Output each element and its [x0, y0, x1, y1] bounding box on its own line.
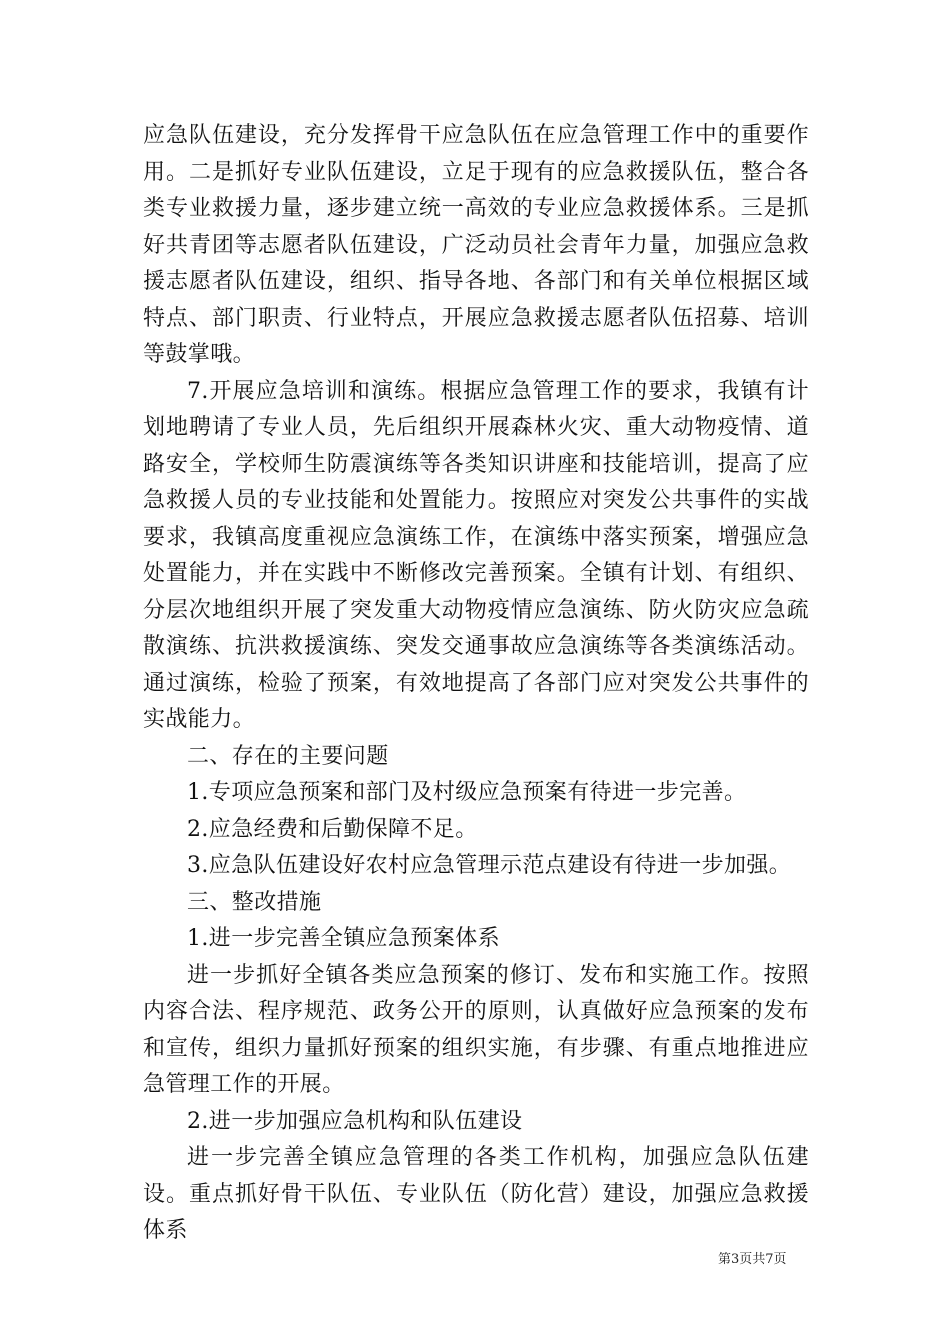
document-body [143, 118, 809, 1250]
paragraph-1: 应急队伍建设，充分发挥骨干应急队伍在应急管理工作中的重要作用。二是抓好专业队伍建设，立足于现有的应急救援队伍，整合各类专业救援力量，逐步建立统一高效的专业应急救援体系。三是抓好共青团等志愿者队伍建设，广泛动员社会青年力量，加强应急救援志愿者队伍建设，组织、指导各地、各部门和有关单位根据区域特点、部门职责、行业特点，开展应急救援志愿者队伍招募、培训等鼓掌哦。 [143, 123, 809, 367]
section-heading-problems: 二、存在的主要问题 [187, 743, 389, 769]
page-number-footer: 第3页共7页 [718, 1252, 787, 1267]
measure-heading-2: 2.进一步加强应急机构和队伍建设 [187, 1108, 523, 1134]
problem-item-2: 2.应急经费和后勤保障不足。 [187, 816, 478, 842]
measure-body-1: 进一步抓好全镇各类应急预案的修订、发布和实施工作。按照内容合法、程序规范、政务公开的原则，认真做好应急预案的发布和宣传，组织力量抓好预案的组织实施，有步骤、有重点地推进应急管理工作的开展。 [143, 962, 809, 1097]
measure-body-2: 进一步完善全镇应急管理的各类工作机构，加强应急队伍建设。重点抓好骨干队伍、专业队伍（防化营）建设，加强应急救援体系 [143, 1145, 809, 1243]
problem-item-3: 3.应急队伍建设好农村应急管理示范点建设有待进一步加强。 [187, 853, 792, 878]
paragraph-2: 7.开展应急培训和演练。根据应急管理工作的要求，我镇有计划地聘请了专业人员，先后组织开展森林火灾、重大动物疫情、道路安全，学校师生防震演练等各类知识讲座和技能培训，提高了应急救援人员的专业技能和处置能力。按照应对突发公共事件的实战要求，我镇高度重视应急演练工作，在演练中落实预案，增强应急处置能力，并在实践中不断修改完善预案。全镇有计划、有组织、分层次地组织开展了突发重大动物疫情应急演练、防火防灾应急疏散演练、抗洪救援演练、突发交通事故应急演练等各类演练活动。通过演练，检验了预案，有效地提高了各部门应对突发公共事件的实战能力。 [143, 378, 809, 732]
section-heading-measures: 三、整改措施 [187, 889, 322, 915]
problem-item-1: 1.专项应急预案和部门及村级应急预案有待进一步完善。 [187, 780, 747, 805]
measure-heading-1: 1.进一步完善全镇应急预案体系 [187, 926, 500, 951]
